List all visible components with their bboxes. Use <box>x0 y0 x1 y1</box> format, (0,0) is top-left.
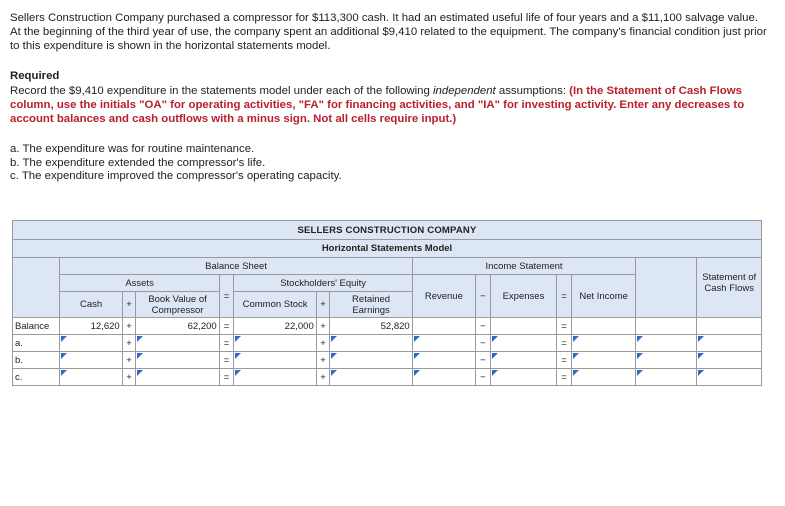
retained-earnings-field-b[interactable] <box>330 353 411 368</box>
retained-earnings-input-b[interactable] <box>330 352 412 369</box>
revenue-input-c[interactable] <box>412 369 475 386</box>
net-income-input-b[interactable] <box>571 352 635 369</box>
row-label-balance: Balance <box>13 318 60 335</box>
expenses-field-c[interactable] <box>491 370 556 385</box>
retained-earnings-field-a[interactable] <box>330 336 411 351</box>
expenses-header: Expenses <box>490 275 556 318</box>
input-marker-icon <box>137 353 143 359</box>
header-minus: − <box>475 275 490 318</box>
input-marker-icon <box>137 336 143 342</box>
cash-flow-activity-input-c[interactable] <box>697 369 762 386</box>
net-income-input-a[interactable] <box>571 335 635 352</box>
cash-flow-activity-input-a[interactable] <box>697 335 762 352</box>
input-marker-icon <box>61 336 67 342</box>
revenue-input-a[interactable] <box>412 335 475 352</box>
assumption-c: c. The expenditure improved the compressor's operating capacity. <box>10 170 342 182</box>
cash-flow-activity-input-b[interactable] <box>697 352 762 369</box>
cash-flow-activity-field-b[interactable] <box>697 353 761 368</box>
cash-flow-amount-input-b[interactable] <box>636 352 697 369</box>
revenue-header: Revenue <box>412 275 475 318</box>
expenses-field-b[interactable] <box>491 353 556 368</box>
common-stock-input-b[interactable] <box>234 352 316 369</box>
net-income-field-c[interactable] <box>572 370 635 385</box>
entry-row-b <box>13 352 762 369</box>
balance-row <box>13 318 762 335</box>
expenses-input-b[interactable] <box>490 352 556 369</box>
op-equals: = <box>557 318 572 335</box>
cash-input-b[interactable] <box>60 352 122 369</box>
input-marker-icon <box>235 370 241 376</box>
header-plus-2: + <box>316 292 330 318</box>
expenses-field-a[interactable] <box>491 336 556 351</box>
cash-input-c[interactable] <box>60 369 122 386</box>
op-plus: + <box>122 352 136 369</box>
revenue-field-c[interactable] <box>413 370 475 385</box>
common-stock-field-b[interactable] <box>234 353 315 368</box>
input-marker-icon <box>637 370 643 376</box>
retained-earnings-field-c[interactable] <box>330 370 411 385</box>
input-marker-icon <box>61 353 67 359</box>
row-label-a: a. <box>13 335 60 352</box>
op-equals: = <box>219 318 234 335</box>
cash-input-a[interactable] <box>60 335 122 352</box>
required-emphasis: (In the Statement of Cash Flows column, use the initials "OA" for operating activities, "FA" for financing activities, and "IA" for investing activity. Enter any decreases to account balances and cash outflows with a minus sign. Not all cells require input.) <box>10 85 745 125</box>
model-title: Horizontal Statements Model <box>13 240 762 258</box>
input-marker-icon <box>331 353 337 359</box>
income-statement-header: Income Statement <box>412 258 636 275</box>
common-stock-field-a[interactable] <box>234 336 315 351</box>
book-value-field-a[interactable] <box>136 336 218 351</box>
input-marker-icon <box>573 353 579 359</box>
horizontal-statements-model <box>12 220 762 386</box>
op-plus: + <box>316 318 330 335</box>
common-stock-input-a[interactable] <box>234 335 316 352</box>
entry-row-a <box>13 335 762 352</box>
cash-flow-activity-field-c[interactable] <box>697 370 761 385</box>
book-value-field-c[interactable] <box>136 370 218 385</box>
balance-expenses <box>490 318 556 335</box>
input-marker-icon <box>331 370 337 376</box>
cash-field-b[interactable] <box>60 353 121 368</box>
op-minus: − <box>475 335 490 352</box>
input-marker-icon <box>235 353 241 359</box>
assets-header: Assets <box>60 275 219 292</box>
required-italic: independent <box>433 85 496 97</box>
cash-field-a[interactable] <box>60 336 121 351</box>
net-income-field-a[interactable] <box>572 336 635 351</box>
header-equals: = <box>219 275 234 318</box>
balance-revenue <box>412 318 475 335</box>
revenue-field-b[interactable] <box>413 353 475 368</box>
input-marker-icon <box>573 336 579 342</box>
input-marker-icon <box>414 370 420 376</box>
book-value-header: Book Value of Compressor <box>136 292 219 318</box>
net-income-header: Net Income <box>571 275 635 318</box>
op-plus: + <box>122 318 136 335</box>
op-equals: = <box>219 369 234 386</box>
op-equals: = <box>557 335 572 352</box>
book-value-input-b[interactable] <box>136 352 219 369</box>
book-value-field-b[interactable] <box>136 353 218 368</box>
op-minus: − <box>475 318 490 335</box>
balance-sheet-header: Balance Sheet <box>60 258 412 275</box>
input-marker-icon <box>492 353 498 359</box>
cash-flow-amount-field-a[interactable] <box>636 336 696 351</box>
common-stock-input-c[interactable] <box>234 369 316 386</box>
op-plus: + <box>316 352 330 369</box>
statement-of-cash-flows-header: Statement of Cash Flows <box>697 258 762 318</box>
assumption-a: a. The expenditure was for routine maintenance. <box>10 143 255 155</box>
problem-intro: Sellers Construction Company purchased a compressor for $113,300 cash. It had an estimated useful life of four years and a $11,100 salvage value. At the beginning of the third year of use, the company spent an additional $9,410 related to the equipment. The company's financial condition just prior to this expenditure is shown in the horizontal statements model. <box>10 12 767 52</box>
company-name: SELLERS CONSTRUCTION COMPANY <box>13 221 762 240</box>
op-plus: + <box>316 335 330 352</box>
expenses-input-a[interactable] <box>490 335 556 352</box>
input-marker-icon <box>573 370 579 376</box>
cash-flow-amount-field-c[interactable] <box>636 370 696 385</box>
op-plus: + <box>122 335 136 352</box>
input-marker-icon <box>492 370 498 376</box>
input-marker-icon <box>698 353 704 359</box>
cash-flow-activity-field-a[interactable] <box>697 336 761 351</box>
cash-flow-amount-input-a[interactable] <box>636 335 697 352</box>
book-value-input-c[interactable] <box>136 369 219 386</box>
input-marker-icon <box>414 353 420 359</box>
op-minus: − <box>475 352 490 369</box>
balance-retained-earnings: 52,820 <box>330 318 412 335</box>
cash-header: Cash <box>60 292 122 318</box>
entry-row-c <box>13 369 762 386</box>
revenue-input-b[interactable] <box>412 352 475 369</box>
op-equals: = <box>219 352 234 369</box>
assumption-b: b. The expenditure extended the compressor's life. <box>10 156 266 169</box>
header-equals-2: = <box>557 275 572 318</box>
row-label-c: c. <box>13 369 60 386</box>
retained-earnings-input-a[interactable] <box>330 335 412 352</box>
balance-common-stock: 22,000 <box>234 318 316 335</box>
input-marker-icon <box>331 336 337 342</box>
spacer-header <box>636 258 697 318</box>
revenue-field-a[interactable] <box>413 336 475 351</box>
assumption-list <box>10 143 750 184</box>
op-plus: + <box>316 369 330 386</box>
row-label-header <box>13 258 60 318</box>
balance-net-income <box>571 318 635 335</box>
header-plus: + <box>122 292 136 318</box>
input-marker-icon <box>637 353 643 359</box>
op-minus: − <box>475 369 490 386</box>
balance-cash-flows <box>697 318 762 335</box>
balance-book-value: 62,200 <box>136 318 219 335</box>
expenses-input-c[interactable] <box>490 369 556 386</box>
input-marker-icon <box>414 336 420 342</box>
input-marker-icon <box>137 370 143 376</box>
net-income-input-c[interactable] <box>571 369 635 386</box>
required-instructions <box>10 84 770 126</box>
balance-cash: 12,620 <box>60 318 122 335</box>
common-stock-header: Common Stock <box>234 292 316 318</box>
equity-header: Stockholders' Equity <box>234 275 412 292</box>
balance-spacer <box>636 318 697 335</box>
input-marker-icon <box>637 336 643 342</box>
net-income-field-b[interactable] <box>572 353 635 368</box>
input-marker-icon <box>698 336 704 342</box>
retained-earnings-header: Retained Earnings <box>330 292 412 318</box>
row-label-b: b. <box>13 352 60 369</box>
op-equals: = <box>557 352 572 369</box>
required-heading: Required <box>10 70 60 82</box>
common-stock-field-c[interactable] <box>234 370 315 385</box>
retained-earnings-input-c[interactable] <box>330 369 412 386</box>
cash-field-c[interactable] <box>60 370 121 385</box>
input-marker-icon <box>492 336 498 342</box>
op-equals: = <box>219 335 234 352</box>
cash-flow-amount-field-b[interactable] <box>636 353 696 368</box>
input-marker-icon <box>61 370 67 376</box>
cash-flow-amount-input-c[interactable] <box>636 369 697 386</box>
op-plus: + <box>122 369 136 386</box>
input-marker-icon <box>235 336 241 342</box>
book-value-input-a[interactable] <box>136 335 219 352</box>
input-marker-icon <box>698 370 704 376</box>
required-lead: Record the $9,410 expenditure in the statements model under each of the following <box>10 85 433 97</box>
op-equals: = <box>557 369 572 386</box>
required-after: assumptions: <box>495 85 570 97</box>
